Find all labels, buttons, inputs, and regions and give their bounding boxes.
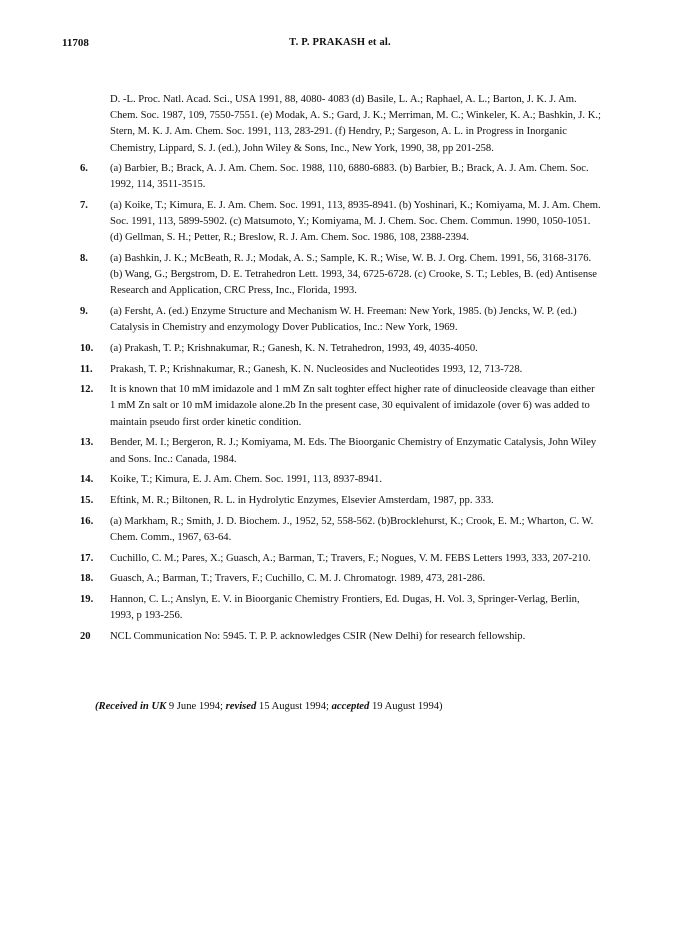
reference-text: Cuchillo, C. M.; Pares, X.; Guasch, A.; Barman, T.; Travers, F.; Nogues, V. M. FEBS Letters 1993, 333, 207-210.: [110, 552, 591, 564]
reference-text: It is known that 10 mM imidazole and 1 mM Zn salt toghter effect higher rate of dinucleoside cleavage than either 1 mM Zn salt or 10 mM imidazole alone.2b In the present case, 30 equivalent of imidazole (over 6) was added to maintain pseudo first order kinetic condition.: [110, 384, 595, 428]
reference-text: Eftink, M. R.; Biltonen, R. L. in Hydrolytic Enzymes, Elsevier Amsterdam, 1987, pp. 333.: [110, 494, 494, 506]
reference-items: [80, 161, 602, 645]
reference-item: [80, 472, 602, 488]
reference-text: NCL Communication No: 5945. T. P. P. acknowledges CSIR (New Delhi) for research fellowship.: [110, 630, 526, 642]
received-label: (Received in UK: [95, 701, 167, 712]
reference-number: 6.: [80, 162, 88, 174]
reference-text: (a) Prakash, T. P.; Krishnakumar, R.; Ganesh, K. N. Tetrahedron, 1993, 49, 4035-4050.: [110, 342, 478, 354]
reference-list: [80, 92, 602, 650]
reference-number: 20: [80, 630, 91, 642]
reference-text: Prakash, T. P.; Krishnakumar, R.; Ganesh, K. N. Nucleosides and Nucleotides 1993, 12, 713-728.: [110, 363, 523, 375]
page-number: 11708: [62, 37, 89, 49]
accepted-date: 19 August 1994): [371, 701, 443, 712]
reference-number: 14.: [80, 474, 94, 486]
reference-number: 18.: [80, 573, 94, 585]
reference-item: [80, 435, 602, 467]
reference-number: 13.: [80, 437, 94, 449]
reference-text: (a) Barbier, B.; Brack, A. J. Am. Chem. Soc. 1988, 110, 6880-6883. (b) Barbier, B.; Brack, A. J. Am. Chem. Soc. 1992, 114, 3511-3515.: [110, 162, 589, 191]
reference-text: (a) Bashkin, J. K.; McBeath, R. J.; Modak, A. S.; Sample, K. R.; Wise, W. B. J. Org. Chem. 1991, 56, 3168-3176. (b) Wang, G.; Bergstrom, D. E. Tetrahedron Lett. 1993, 34, 6725-6728. (c) Crooke, S. T.; Lebles, B. (ed) Antisense Research and Application, CRC Press, Inc., Florida, 1993.: [110, 252, 598, 297]
reference-text: Hannon, C. L.; Anslyn, E. V. in Bioorganic Chemistry Frontiers, Ed. Dugas, H. Vol. 3, Springer-Verlag, Berlin, 1993, p 193-256.: [110, 593, 580, 622]
reference-item: [80, 341, 602, 357]
running-head: T. P. PRAKASH et al.: [289, 37, 391, 48]
reference-item: [80, 493, 602, 509]
received-line: [95, 701, 443, 712]
reference-item: [80, 198, 602, 247]
reference-number: 9.: [80, 305, 88, 317]
revised-date: 15 August 1994;: [258, 701, 329, 712]
reference-number: 12.: [80, 384, 94, 396]
reference-text: (a) Koike, T.; Kimura, E. J. Am. Chem. Soc. 1991, 113, 8935-8941. (b) Yoshinari, K.; Komiyama, M. J. Am. Chem. Soc. 1991, 113, 5899-5902. (c) Matsumoto, Y.; Komiyama, M. J. Chem. Soc. Chem. Commun. 1990, 1050-1051. (d) Gellman, S. H.; Petter, R.; Breslow, R. J. Am. Chem. Soc. 1986, 108, 2388-2394.: [110, 199, 601, 244]
reference-number: 8.: [80, 252, 88, 264]
reference-continuation: D. -L. Proc. Natl. Acad. Sci., USA 1991, 88, 4080- 4083 (d) Basile, L. A.; Raphael, A. L.; Barton, J. K. J. Am. Chem. Soc. 1987, 109, 7550-7551. (e) Modak, A. S.; Gard, J. K.; Merriman, M. C.; Winkeler, K. A.; Bashkin, J. K.; Stern, M. K. J. Am. Chem. Soc. 1991, 113, 283-291. (f) Hendry, P.; Sargeson, A. L. in Progress in Inorganic Chemistry, Lippard, S. J. (ed.), John Wiley & Sons, Inc., New York, 1990, 38, pp 201-258.: [110, 94, 601, 154]
reference-number: 7.: [80, 199, 88, 211]
reference-number: 11.: [80, 363, 93, 375]
reference-number: 16.: [80, 515, 94, 527]
reference-item: [80, 304, 602, 336]
reference-item: [80, 251, 602, 300]
reference-item: [80, 362, 602, 378]
reference-item: [80, 514, 602, 546]
reference-text: (a) Markham, R.; Smith, J. D. Biochem. J., 1952, 52, 558-562. (b)Brocklehurst, K.; Crook, E. M.; Wharton, C. W. Chem. Comm., 1967, 63-64.: [110, 515, 594, 543]
reference-text: Koike, T.; Kimura, E. J. Am. Chem. Soc. 1991, 113, 8937-8941.: [110, 474, 382, 486]
reference-item: [80, 382, 602, 431]
revised-label: revised: [225, 701, 257, 712]
accepted-label: accepted: [331, 701, 370, 712]
reference-item: [80, 571, 602, 587]
reference-text: (a) Fersht, A. (ed.) Enzyme Structure and Mechanism W. H. Freeman: New York, 1985. (b) Jencks, W. P. (ed.) Catalysis in Chemistry and enzymology Dover Publicatios, Inc.: New York, 1969.: [110, 305, 577, 334]
reference-number: 15.: [80, 494, 94, 506]
reference-text: Bender, M. I.; Bergeron, R. J.; Komiyama, M. Eds. The Bioorganic Chemistry of Enzymatic Catalysis, John Wiley and Sons. Inc.: Canada, 1984.: [110, 437, 597, 465]
reference-item: [80, 161, 602, 193]
reference-number: 19.: [80, 593, 94, 605]
reference-number: 10.: [80, 342, 94, 354]
received-date: 9 June 1994;: [168, 701, 224, 712]
reference-item: [80, 592, 602, 624]
reference-number: 17.: [80, 552, 94, 564]
reference-item: [80, 629, 602, 645]
reference-item: [80, 551, 602, 567]
page-header: [0, 37, 680, 53]
reference-text: Guasch, A.; Barman, T.; Travers, F.; Cuchillo, C. M. J. Chromatogr. 1989, 473, 281-286.: [110, 573, 486, 585]
